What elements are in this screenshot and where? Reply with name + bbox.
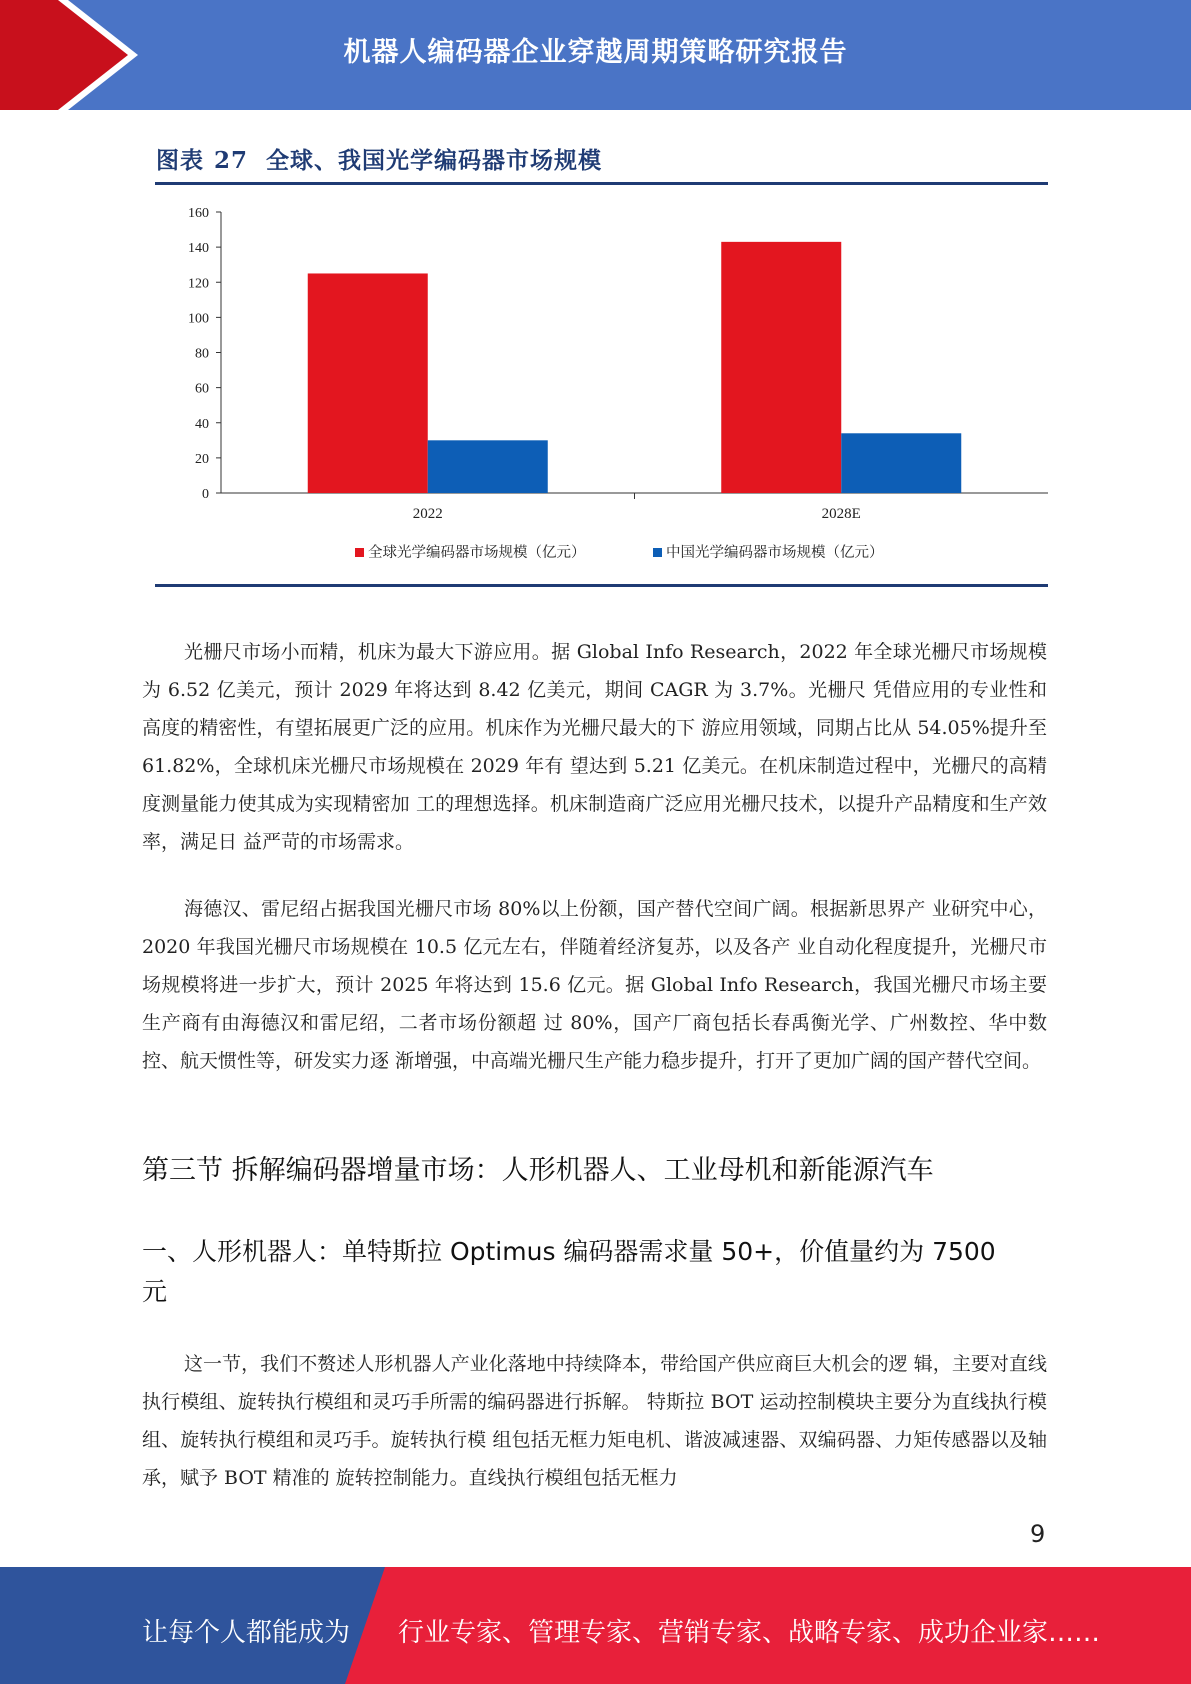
y-tick-label: 140 [188,241,209,257]
figure-number: 27 [214,147,249,174]
report-title: 机器人编码器企业穿越周期策略研究报告 [343,37,848,68]
legend-label-2: 中国光学编码器市场规模（亿元） [666,545,884,561]
y-tick-label: 80 [195,346,209,362]
y-tick-label: 60 [195,381,209,397]
figure-caption [156,142,602,175]
y-tick-label: 40 [195,416,209,432]
y-tick-label: 0 [202,487,209,502]
body-paragraph-3: 这一节，我们不赘述人形机器人产业化落地中持续降本，带给国产供应商巨大机会的逻 辑，主要对直线执行模组、旋转执行模组和灵巧手所需的编码器进行拆解。 特斯拉 BOT 运动控制模块主要分为直线执行模组、旋转执行模组和灵巧手。旋转执行模 组包括无框力矩电机、谐波减速器、双编码器、力矩传感器以及轴承，赋予 BOT 精准的 旋转控制能力。直线执行模组包括无框力 [142,1353,1047,1489]
body-paragraph-1: 光栅尺市场小而精，机床为最大下游应用。据 Global Info Research，2022 年全球光栅尺市场规模为 6.52 亿美元，预计 2029 年将达到 8.42 亿美元，期间 CAGR 为 3.7%。光栅尺 凭借应用的专业性和高度的精密性，有望拓展更广泛的应用。机床作为光栅尺最大的下 游应用领域，同期占比从 54.05%提升至 61.82%，全球机床光栅尺市场规模在 2029 年有 望达到 5.21 亿美元。在机床制造过程中，光栅尺的高精度测量能力使其成为实现精密加 工的理想选择。机床制造商广泛应用光栅尺技术，以提升产品精度和生产效率，满足日 益严苛的市场需求。 [142,641,1047,853]
bar-2022-series-1 [308,273,428,493]
figure-title: 全球、我国光学编码器市场规模 [266,147,603,174]
figure-bottom-rule [155,584,1048,587]
subsection-heading: 一、人形机器人：单特斯拉 Optimus 编码器需求量 50+，价值量约为 7500 元 [142,1237,996,1306]
bar-2028E-series-1 [721,242,841,493]
footer-slogan-left: 让每个人都能成为 [142,1618,351,1648]
bar-2022-series-2 [428,440,548,493]
page-header [0,0,1191,110]
legend-swatch-1 [355,548,364,557]
x-tick-label: 2028E [821,506,861,522]
page-number: 9 [1030,1520,1046,1548]
y-tick-label: 20 [195,451,209,467]
body-paragraph-2: 海德汉、雷尼绍占据我国光栅尺市场 80%以上份额，国产替代空间广阔。根据新思界产 业研究中心，2020 年我国光栅尺市场规模在 10.5 亿元左右，伴随着经济复苏，以及各产 业自动化程度提升，光栅尺市场规模将进一步扩大，预计 2025 年将达到 15.6 亿元。据 Global Info Research，我国光栅尺市场主要生产商有由海德汉和雷尼绍，二者市场份额超 过 80%，国产厂商包括长春禹衡光学、广州数控、华中数控、航天惯性等，研发实力逐 渐增强，中高端光栅尺生产能力稳步提升，打开了更加广阔的国产替代空间。 [142,898,1047,1072]
bar-2028E-series-2 [841,433,961,493]
figure-label: 图表 [156,147,204,174]
y-tick-label: 100 [188,311,209,327]
y-tick-label: 160 [188,206,209,221]
section-heading: 第三节 拆解编码器增量市场：人形机器人、工业母机和新能源汽车 [142,1155,934,1186]
footer-slogan-right: 行业专家、管理专家、营销专家、战略专家、成功企业家…… [398,1618,1101,1648]
bar-chart [155,190,1048,580]
figure-top-rule [155,182,1048,185]
x-tick-label: 2022 [412,506,443,522]
y-tick-label: 120 [188,276,209,292]
legend-label-1: 全球光学编码器市场规模（亿元） [368,545,586,561]
legend-swatch-2 [653,548,662,557]
